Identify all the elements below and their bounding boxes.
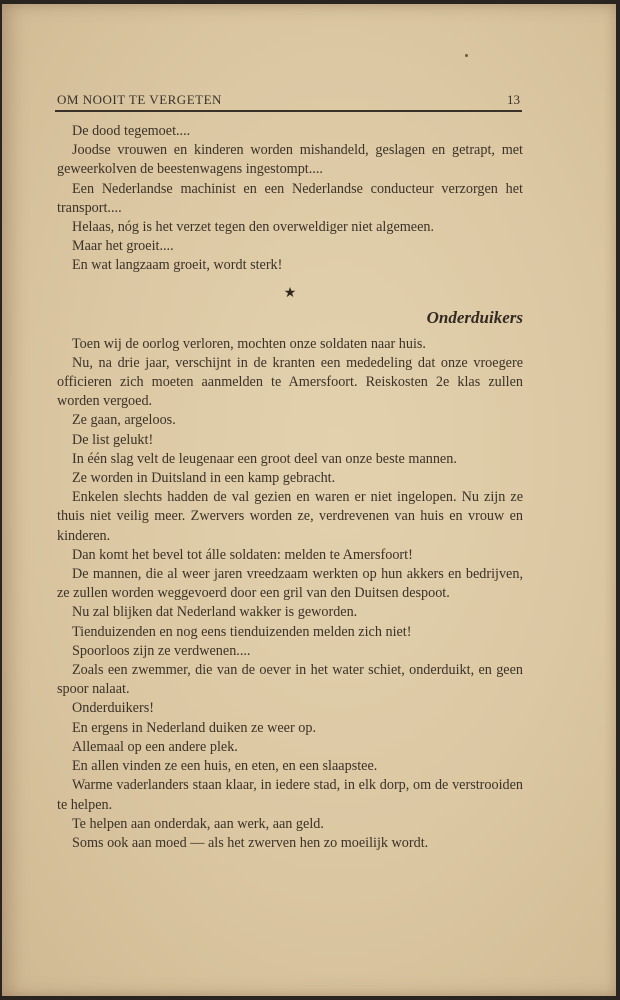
paragraph: Zoals een zwemmer, die van de oever in het water schiet, onderduikt, en geen spoor nalaat.: [57, 662, 523, 698]
paragraph: Tienduizenden en nog eens tienduizenden melden zich niet!: [72, 623, 412, 640]
paragraph: De dood tegemoet....: [72, 123, 191, 139]
paragraph: Enkelen slechts hadden de val gezien en waren er niet ingelopen. Nu zijn ze thuis niet veilig meer. Zwervers worden ze, verdrevenen van huis en vrouw en kinderen.: [57, 489, 523, 544]
paragraph: De list gelukt!: [72, 431, 154, 448]
running-title: OM NOOIT TE VERGETEN: [57, 92, 222, 107]
page-number: 13: [507, 92, 520, 107]
paragraph: Nu zal blijken dat Nederland wakker is geworden.: [72, 604, 358, 621]
paragraph: Spoorloos zijn ze verdwenen....: [72, 642, 251, 659]
paragraph: Onderduikers!: [72, 700, 154, 717]
paragraph: Helaas, nóg is het verzet tegen den overweldiger niet algemeen.: [72, 219, 435, 236]
paragraph: Soms ook aan moed — als het zwerven hen zo moeilijk wordt.: [72, 834, 429, 851]
paragraph: Ze gaan, argeloos.: [72, 412, 176, 429]
paragraph: Toen wij de oorlog verloren, mochten onze soldaten naar huis.: [72, 335, 426, 352]
paper-speck: [465, 54, 468, 57]
paragraph: Maar het groeit....: [72, 238, 174, 255]
paragraph: En allen vinden ze een huis, en eten, en een slaapstee.: [72, 758, 378, 775]
paragraph: Nu, na drie jaar, verschijnt in de kranten een mededeling dat onze vroegere officieren zich moeten aanmelden te Amersfoort. Reiskosten 2e klas zullen worden vergoed.: [57, 354, 523, 410]
paragraph: Een Nederlandse machinist en een Nederlandse conducteur verzorgen het transport....: [57, 180, 523, 216]
body-text: [57, 122, 523, 853]
running-head: [55, 92, 522, 112]
paragraph: Allemaal op een andere plek.: [72, 738, 238, 755]
section-title: Onderduikers: [426, 307, 523, 327]
paragraph: En ergens in Nederland duiken ze weer op.: [72, 719, 316, 736]
paragraph: De mannen, die al weer jaren vreedzaam werkten op hun akkers en bedrijven, ze zullen worden weggevoerd door een gril van den Duitsen despoot.: [57, 566, 523, 602]
star-separator: ★: [283, 285, 297, 301]
paragraph: Dan komt het bevel tot álle soldaten: melden te Amersfoort!: [72, 546, 413, 563]
paragraph: In één slag velt de leugenaar een groot deel van onze beste mannen.: [72, 450, 457, 467]
paragraph: Joodse vrouwen en kinderen worden mishandeld, geslagen en getrapt, met geweerkolven de beestenwagens ingestompt....: [57, 142, 523, 178]
paragraph: En wat langzaam groeit, wordt sterk!: [72, 257, 283, 274]
book-page: [2, 4, 616, 996]
paragraph: Ze worden in Duitsland in een kamp gebracht.: [72, 470, 336, 487]
paragraph: Te helpen aan onderdak, aan werk, aan geld.: [72, 815, 324, 832]
paragraph: Warme vaderlanders staan klaar, in iedere stad, in elk dorp, om de verstrooiden te helpen.: [57, 777, 523, 813]
